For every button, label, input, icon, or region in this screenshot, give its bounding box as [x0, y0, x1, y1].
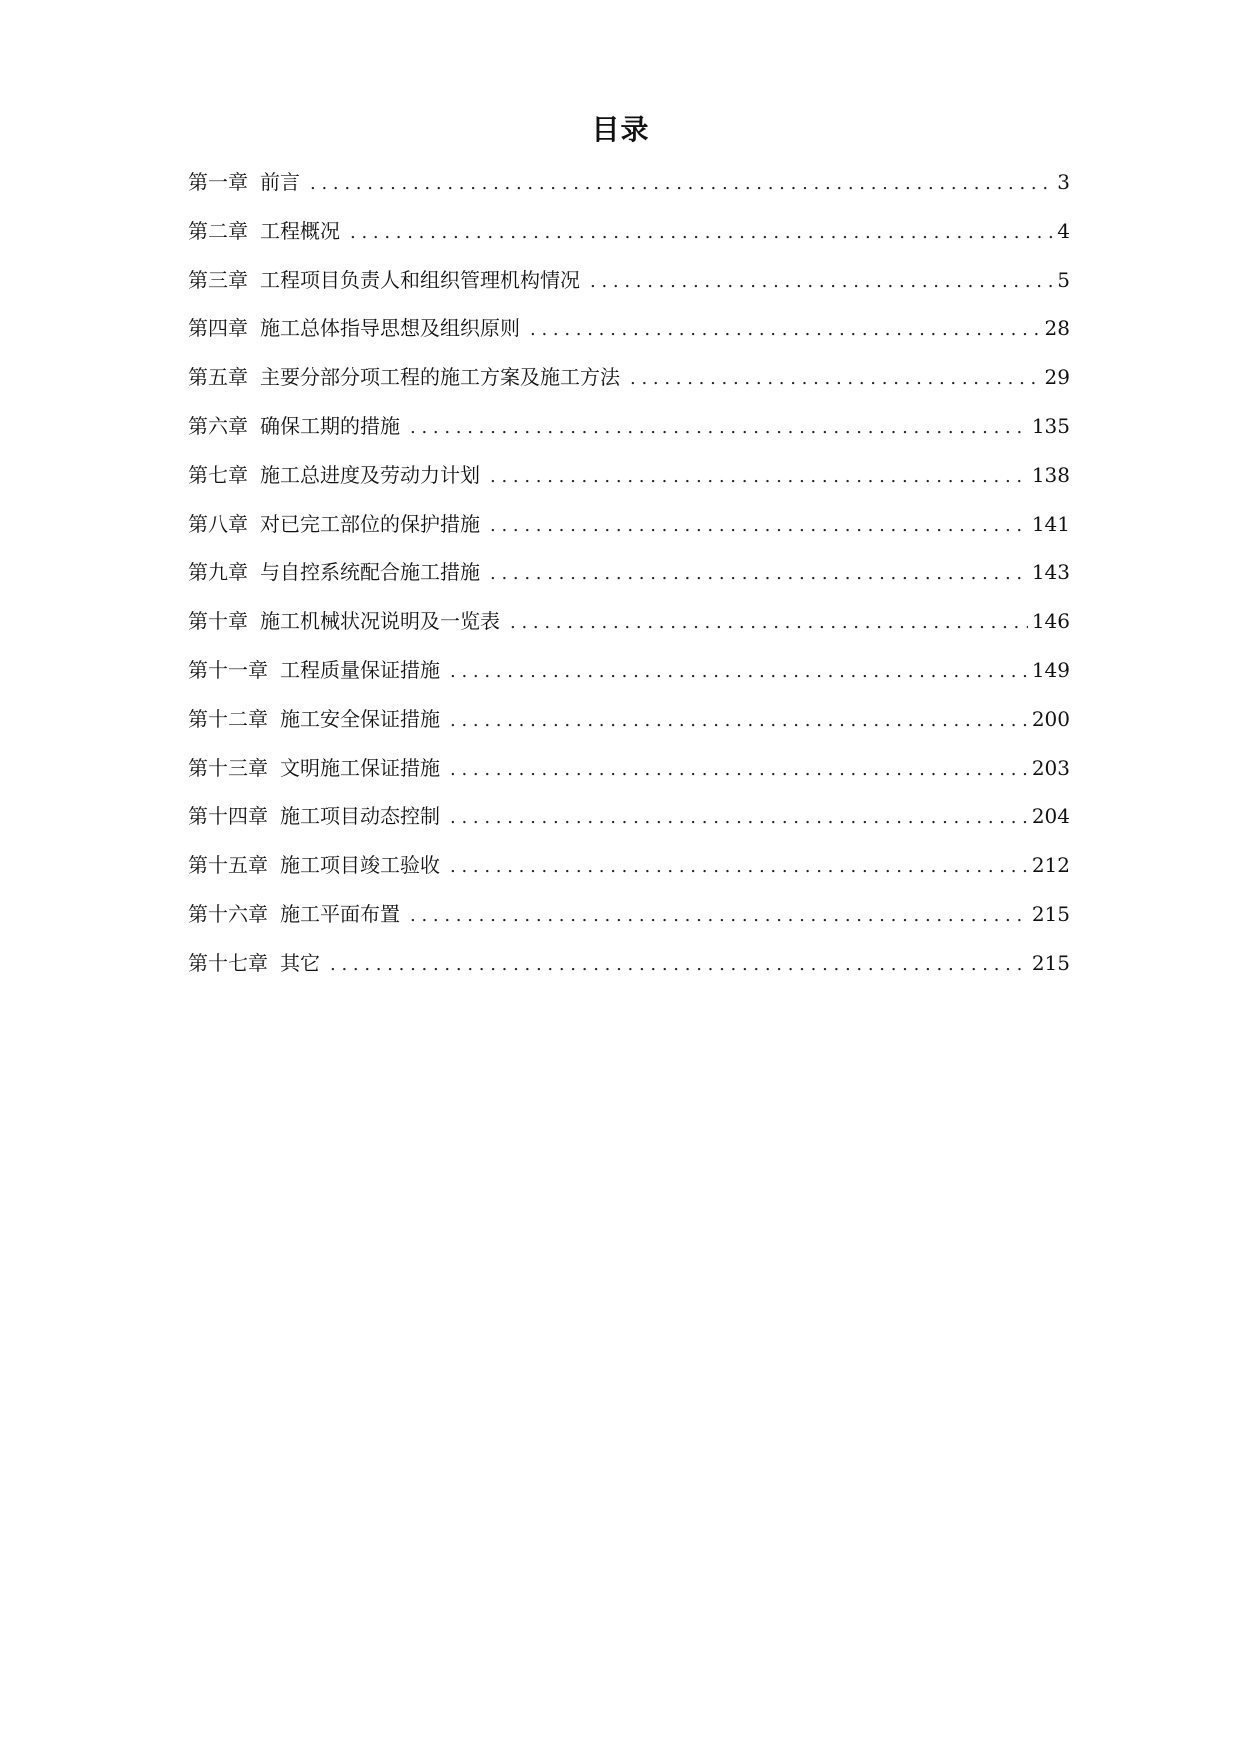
toc-page-number: 4 — [1057, 218, 1070, 243]
table-of-contents — [188, 168, 1070, 998]
toc-page-number: 3 — [1057, 170, 1070, 194]
toc-chapter-number: 第十四章 — [188, 804, 268, 829]
toc-dot-leader — [490, 560, 1028, 588]
toc-chapter-heading: 施工总体指导思想及组织原则 — [260, 316, 520, 341]
toc-chapter-number: 第十二章 — [188, 706, 268, 731]
toc-dot-leader — [510, 609, 1028, 637]
toc-chapter-number: 第二章 — [188, 218, 248, 243]
toc-chapter-heading: 工程概况 — [260, 218, 340, 243]
toc-dot-leader — [450, 756, 1028, 784]
toc-page-number: 203 — [1031, 755, 1070, 780]
toc-chapter-number: 第十三章 — [188, 755, 268, 780]
toc-page-number: 143 — [1031, 560, 1070, 585]
toc-chapter-heading: 与自控系统配合施工措施 — [260, 560, 480, 585]
toc-entry[interactable] — [188, 802, 1070, 851]
toc-page-number: 5 — [1057, 267, 1070, 292]
toc-entry[interactable] — [188, 705, 1070, 754]
toc-entry[interactable] — [188, 510, 1070, 559]
toc-chapter-number: 第十六章 — [188, 901, 268, 926]
toc-dot-leader — [490, 463, 1028, 491]
toc-chapter-heading: 对已完工部位的保护措施 — [260, 511, 480, 536]
toc-dot-leader — [410, 414, 1028, 442]
toc-chapter-heading: 确保工期的措施 — [260, 413, 400, 438]
toc-chapter-number: 第一章 — [188, 170, 248, 194]
toc-chapter-heading: 施工项目竣工验收 — [280, 853, 440, 878]
toc-entry[interactable] — [188, 266, 1070, 315]
toc-page-number: 138 — [1031, 462, 1070, 487]
toc-page-number: 149 — [1031, 657, 1070, 682]
toc-dot-leader — [330, 951, 1028, 979]
toc-dot-leader — [530, 316, 1041, 344]
toc-chapter-number: 第十七章 — [188, 950, 268, 975]
toc-page-number: 204 — [1031, 804, 1070, 829]
toc-chapter-heading: 工程质量保证措施 — [280, 657, 440, 682]
toc-chapter-heading: 施工平面布置 — [280, 901, 400, 926]
toc-entry[interactable] — [188, 949, 1070, 998]
toc-page-number: 146 — [1031, 609, 1070, 634]
toc-dot-leader — [450, 707, 1028, 735]
toc-entry[interactable] — [188, 217, 1070, 266]
toc-page-number: 215 — [1031, 950, 1070, 975]
toc-chapter-number: 第四章 — [188, 316, 248, 341]
toc-title: 目录 — [591, 113, 650, 146]
toc-entry[interactable] — [188, 851, 1070, 900]
toc-entry[interactable] — [188, 656, 1070, 705]
toc-dot-leader — [410, 902, 1028, 930]
toc-chapter-heading: 工程项目负责人和组织管理机构情况 — [260, 267, 580, 292]
toc-chapter-heading: 主要分部分项工程的施工方案及施工方法 — [260, 365, 620, 390]
toc-entry[interactable] — [188, 900, 1070, 949]
toc-dot-leader — [450, 853, 1028, 881]
toc-page-number: 215 — [1031, 901, 1070, 926]
toc-chapter-heading: 施工总进度及劳动力计划 — [260, 462, 480, 487]
toc-dot-leader — [590, 268, 1053, 296]
toc-entry[interactable] — [188, 314, 1070, 363]
toc-entry[interactable] — [188, 461, 1070, 510]
toc-entry[interactable] — [188, 168, 1070, 217]
toc-page-number: 135 — [1031, 413, 1070, 438]
toc-chapter-number: 第九章 — [188, 560, 248, 585]
toc-chapter-number: 第七章 — [188, 462, 248, 487]
toc-chapter-number: 第八章 — [188, 511, 248, 536]
toc-chapter-heading: 施工机械状况说明及一览表 — [260, 609, 500, 634]
toc-chapter-number: 第五章 — [188, 365, 248, 390]
toc-page-number: 212 — [1031, 853, 1070, 878]
toc-dot-leader — [450, 804, 1028, 832]
toc-chapter-heading: 其它 — [280, 950, 320, 975]
toc-chapter-number: 第三章 — [188, 267, 248, 292]
toc-page-number: 200 — [1031, 706, 1070, 731]
toc-entry[interactable] — [188, 363, 1070, 412]
toc-chapter-number: 第六章 — [188, 413, 248, 438]
toc-dot-leader — [630, 365, 1041, 393]
toc-page-number: 29 — [1044, 365, 1070, 390]
toc-page-number: 141 — [1031, 511, 1070, 536]
toc-chapter-heading: 前言 — [260, 170, 300, 194]
toc-entry[interactable] — [188, 558, 1070, 607]
toc-chapter-number: 第十五章 — [188, 853, 268, 878]
toc-entry[interactable] — [188, 607, 1070, 656]
toc-dot-leader — [450, 658, 1028, 686]
toc-chapter-heading: 施工安全保证措施 — [280, 706, 440, 731]
toc-page-number: 28 — [1044, 316, 1070, 341]
toc-chapter-heading: 施工项目动态控制 — [280, 804, 440, 829]
toc-dot-leader — [310, 170, 1053, 198]
toc-chapter-number: 第十一章 — [188, 657, 268, 682]
toc-chapter-number: 第十章 — [188, 609, 248, 634]
toc-entry[interactable] — [188, 412, 1070, 461]
toc-dot-leader — [490, 512, 1028, 540]
toc-dot-leader — [350, 219, 1053, 247]
toc-chapter-heading: 文明施工保证措施 — [280, 755, 440, 780]
toc-entry[interactable] — [188, 754, 1070, 803]
